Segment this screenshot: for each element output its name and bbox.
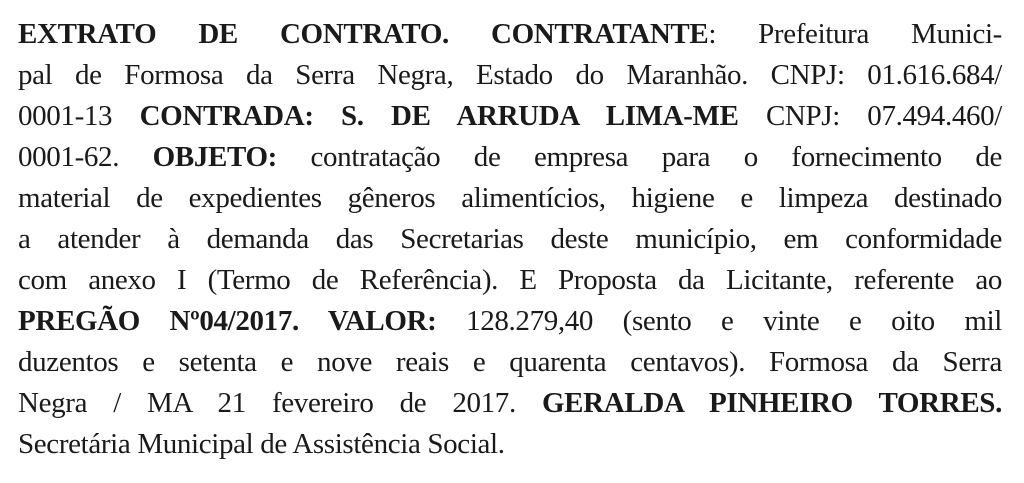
text-segment: material de expedientes gêneros alimentícios, higiene e limpeza destinado xyxy=(18,182,1002,214)
text-line xyxy=(18,96,1002,137)
text-segment: GERALDA PINHEIRO TORRES. xyxy=(541,387,1002,419)
text-line xyxy=(18,301,1002,342)
text-segment: Secretária Municipal de Assistência Social. xyxy=(18,428,505,460)
text-line xyxy=(18,178,1002,219)
text-segment: PREGÃO Nº04/2017. VALOR: xyxy=(18,305,437,337)
text-segment: a atender à demanda das Secretarias deste município, em conformidade xyxy=(18,223,1002,255)
text-line xyxy=(18,424,1002,465)
text-segment: EXTRATO DE CONTRATO. CONTRATANTE xyxy=(18,18,709,50)
text-segment: 128.279,40 (sento e vinte e oito mil xyxy=(436,305,1002,337)
text-segment: pal de Formosa da Serra Negra, Estado do Maranhão. CNPJ: 01.616.684/ xyxy=(18,59,1002,91)
text-line xyxy=(18,383,1002,424)
contract-extract-notice xyxy=(18,14,1002,465)
text-segment: Negra / MA 21 fevereiro de 2017. xyxy=(18,387,542,419)
text-segment: 0001-62. xyxy=(18,141,153,173)
text-segment: CONTRADA: S. DE ARRUDA LIMA-ME xyxy=(139,100,739,132)
text-segment: CNPJ: 07.494.460/ xyxy=(738,100,1003,132)
text-segment: : Prefeitura Munici- xyxy=(708,18,1002,50)
text-segment: 0001-13 xyxy=(18,100,140,132)
text-line xyxy=(18,14,1002,55)
text-line xyxy=(18,219,1002,260)
text-line xyxy=(18,55,1002,96)
text-segment: com anexo I (Termo de Referência). E Proposta da Licitante, referente ao xyxy=(18,264,1002,296)
text-line xyxy=(18,137,1002,178)
text-segment: duzentos e setenta e nove reais e quarenta centavos). Formosa da Serra xyxy=(18,346,1002,378)
text-line xyxy=(18,260,1002,301)
text-segment: OBJETO: xyxy=(152,141,277,173)
text-line xyxy=(18,342,1002,383)
text-segment: contratação de empresa para o fornecimento de xyxy=(276,141,1002,173)
